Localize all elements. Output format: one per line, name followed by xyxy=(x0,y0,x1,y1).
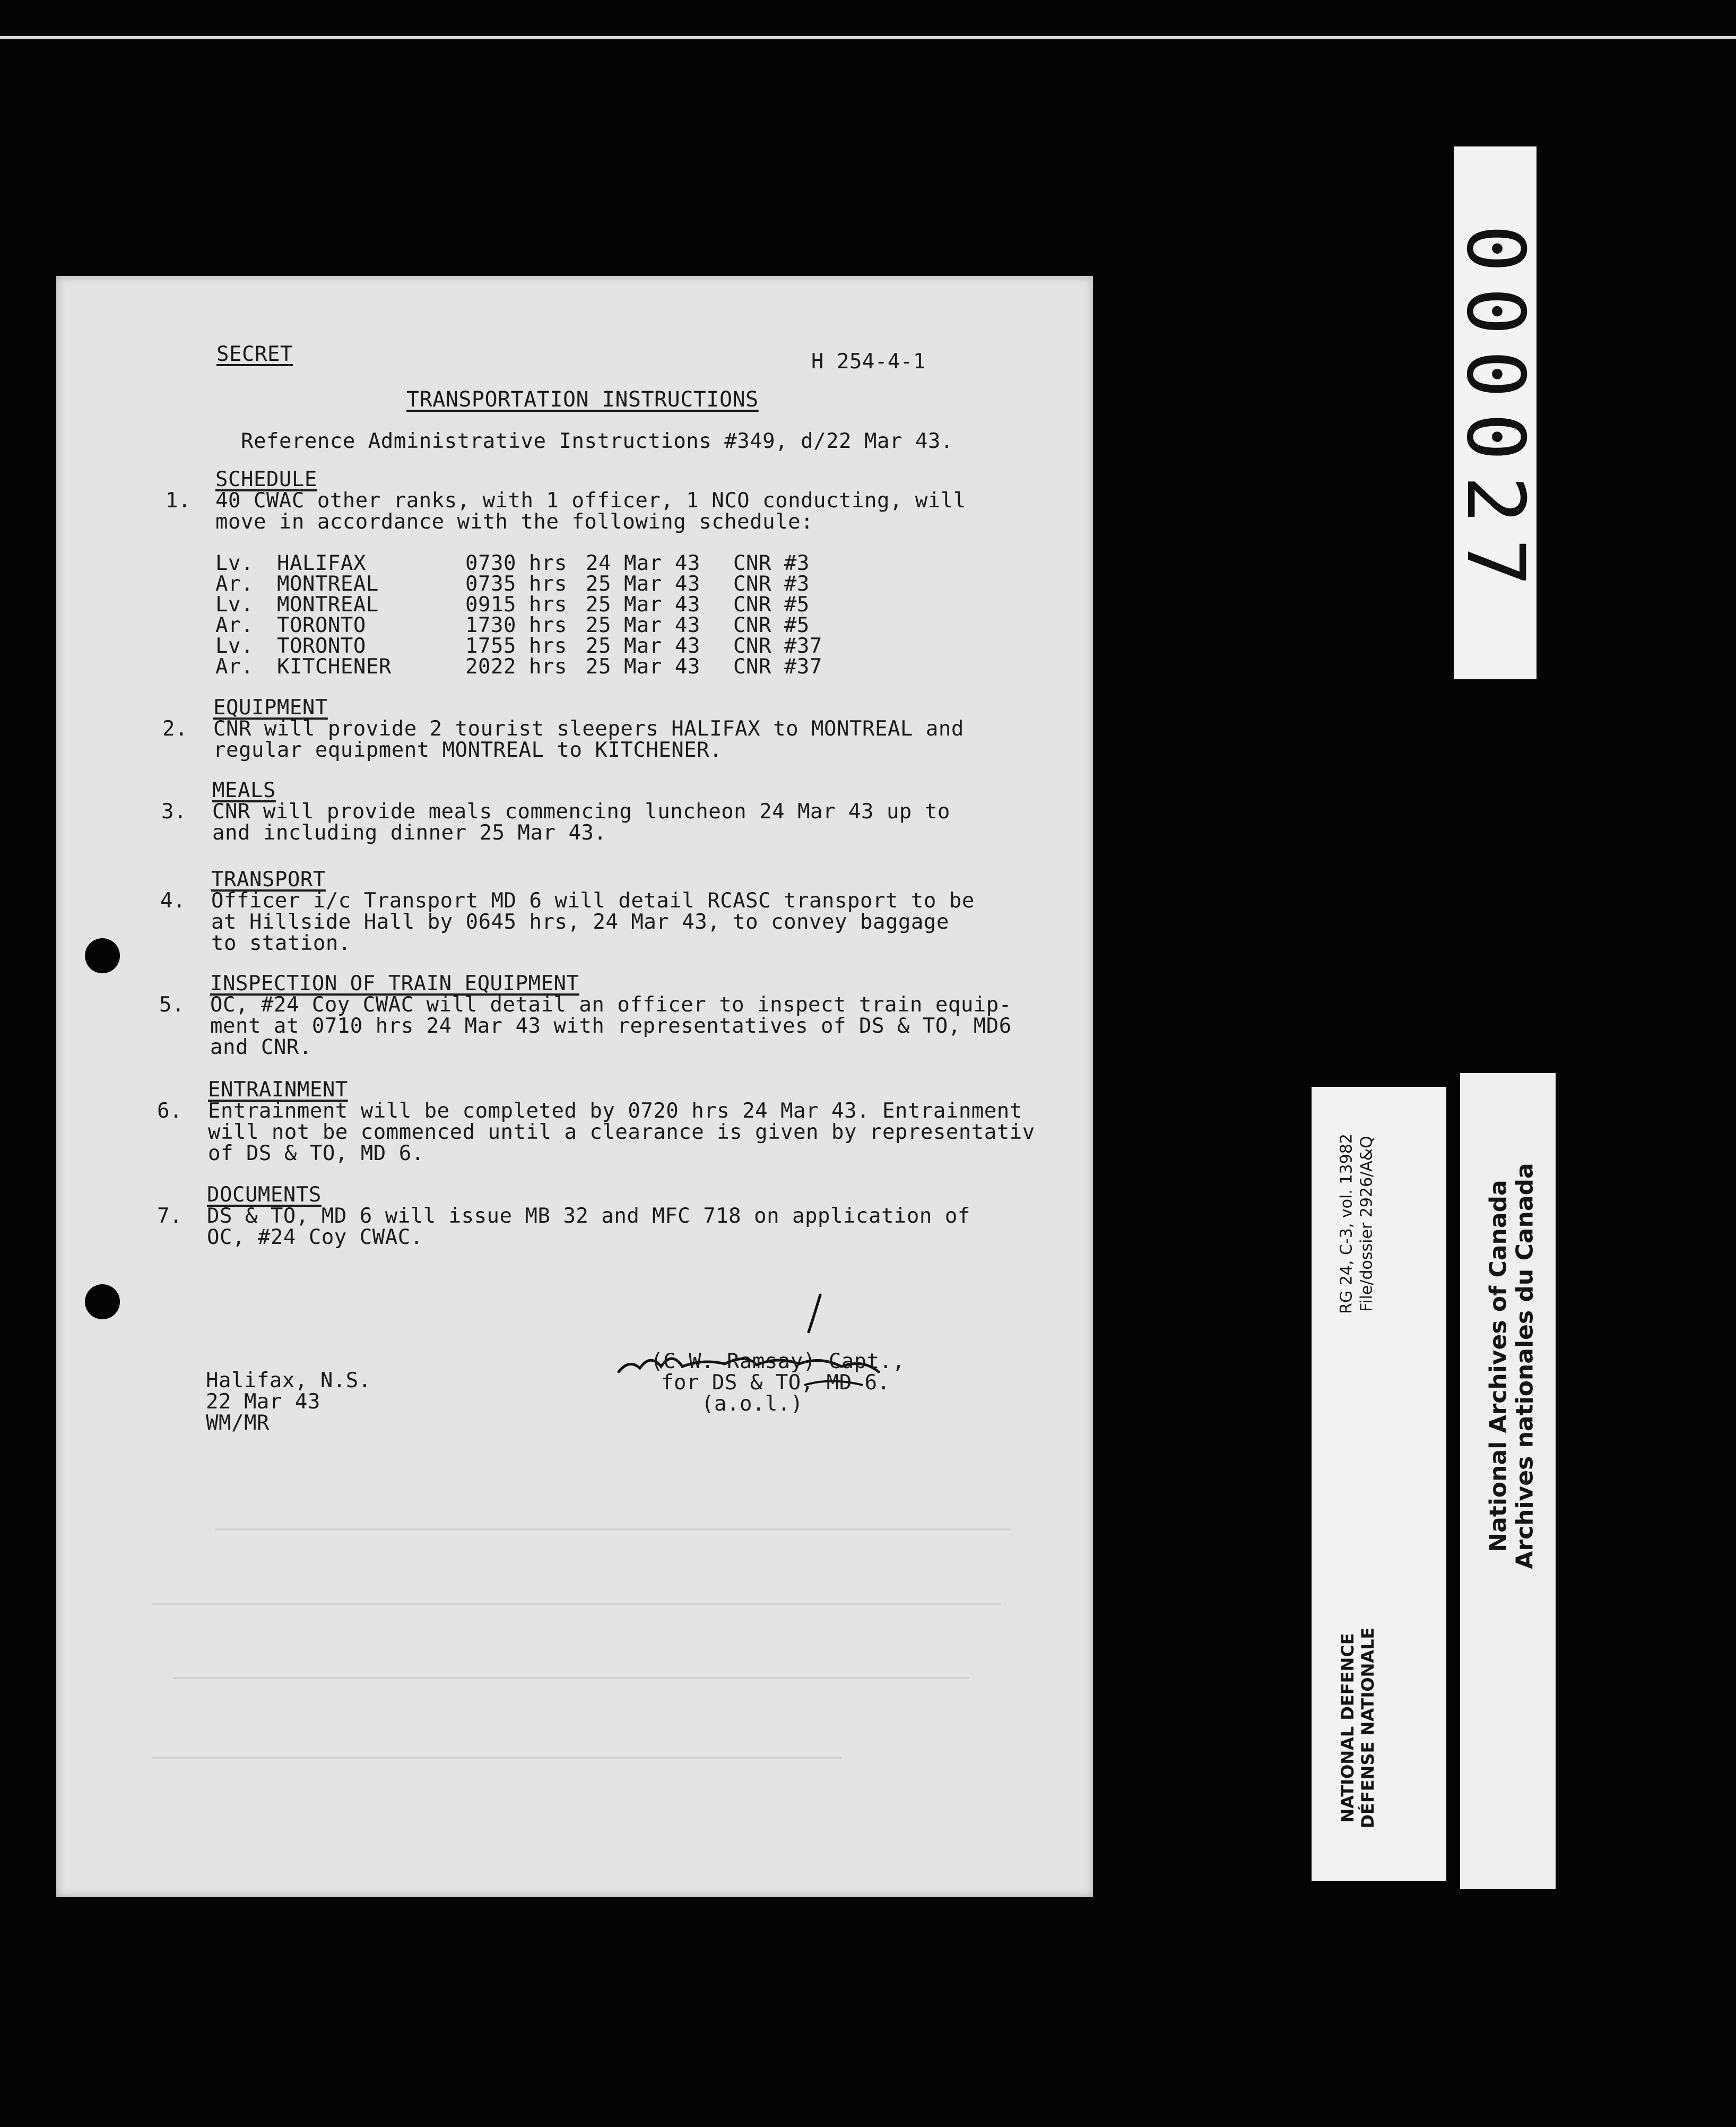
section-number: 2. xyxy=(162,717,188,741)
section-heading-documents: DOCUMENTS xyxy=(207,1183,322,1207)
punch-hole xyxy=(85,1284,120,1319)
document-title: TRANSPORTATION INSTRUCTIONS xyxy=(406,387,759,412)
place-of-issue: Halifax, N.S. xyxy=(206,1369,371,1393)
section-heading-inspection: INSPECTION OF TRAIN EQUIPMENT xyxy=(210,972,579,996)
document-page xyxy=(56,276,1093,1897)
row-train: CNR #3 xyxy=(733,551,810,575)
department-label xyxy=(1312,1087,1446,1881)
section-text-line: Entrainment will be completed by 0720 hrs 24 Mar 43. Entrainment xyxy=(208,1099,1022,1123)
row-place: KITCHENER xyxy=(277,655,392,679)
archives-name: National Archives of Canada xyxy=(1485,1180,1512,1552)
issue-date: 22 Mar 43 xyxy=(206,1390,320,1414)
row-train: CNR #5 xyxy=(733,613,810,637)
row-action: Lv. xyxy=(215,634,254,658)
archive-reference-line: File/dossier 2926/A&Q xyxy=(1357,1136,1376,1312)
section-text-line: regular equipment MONTREAL to KITCHENER. xyxy=(213,738,723,762)
section-text-line: ment at 0710 hrs 24 Mar 43 with representatives of DS & TO, MD6 xyxy=(210,1014,1012,1038)
row-action: Lv. xyxy=(215,551,254,575)
section-number: 6. xyxy=(157,1099,183,1123)
section-text-line: Officer i/c Transport MD 6 will detail RCASC transport to be xyxy=(211,889,975,913)
section-text-line: CNR will provide 2 tourist sleepers HALIFAX to MONTREAL and xyxy=(213,717,964,741)
row-date: 25 Mar 43 xyxy=(586,593,700,617)
section-number: 5. xyxy=(159,993,185,1017)
row-place: MONTREAL xyxy=(277,572,379,596)
section-number: 4. xyxy=(160,889,186,913)
department-name: DÉFENSE NATIONALE xyxy=(1358,1627,1378,1829)
row-action: Ar. xyxy=(215,613,254,637)
row-date: 25 Mar 43 xyxy=(586,655,700,679)
row-time: 0735 hrs xyxy=(465,572,567,596)
section-text-line: and CNR. xyxy=(210,1035,312,1059)
section-heading-entrainment: ENTRAINMENT xyxy=(208,1078,348,1102)
row-place: HALIFAX xyxy=(277,551,366,575)
section-number: 1. xyxy=(166,489,191,513)
section-number: 3. xyxy=(161,800,187,824)
row-train: CNR #5 xyxy=(733,593,810,617)
reference-line: Reference Administrative Instructions #349, d/22 Mar 43. xyxy=(241,429,953,453)
section-text-line: of DS & TO, MD 6. xyxy=(208,1142,424,1165)
film-top-border xyxy=(0,36,1736,39)
row-place: TORONTO xyxy=(277,634,366,658)
section-text-line: 40 CWAC other ranks, with 1 officer, 1 NCO conducting, will xyxy=(215,489,966,513)
section-text-line: OC, #24 Coy CWAC. xyxy=(207,1225,423,1249)
row-action: Lv. xyxy=(215,593,254,617)
typist-initials: WM/MR xyxy=(206,1411,270,1435)
row-time: 0915 hrs xyxy=(465,593,567,617)
row-train: CNR #37 xyxy=(733,655,822,679)
section-text-line: and including dinner 25 Mar 43. xyxy=(212,821,607,845)
row-date: 25 Mar 43 xyxy=(586,572,700,596)
section-text-line: will not be commenced until a clearance is given by representativ xyxy=(208,1120,1035,1144)
row-date: 25 Mar 43 xyxy=(586,634,700,658)
frame-number: 000027 xyxy=(1449,224,1541,601)
section-text-line: DS & TO, MD 6 will issue MB 32 and MFC 718 on application of xyxy=(207,1204,970,1228)
row-time: 1730 hrs xyxy=(465,613,567,637)
section-heading-meals: MEALS xyxy=(212,779,276,802)
file-reference: H 254-4-1 xyxy=(811,350,926,374)
signatory-office: for DS & TO, MD 6. xyxy=(661,1371,890,1395)
row-date: 25 Mar 43 xyxy=(586,613,700,637)
section-heading-equipment: EQUIPMENT xyxy=(213,696,328,720)
row-time: 0730 hrs xyxy=(465,551,567,575)
archives-name: Archives nationales du Canada xyxy=(1511,1163,1539,1569)
row-train: CNR #3 xyxy=(733,572,810,596)
archive-reference-line: RG 24, C-3, vol. 13982 xyxy=(1337,1134,1356,1314)
archives-label xyxy=(1460,1073,1556,1889)
row-action: Ar. xyxy=(215,572,254,596)
section-text-line: CNR will provide meals commencing luncheon 24 Mar 43 up to xyxy=(212,800,950,824)
section-number: 7. xyxy=(157,1204,183,1228)
section-heading-schedule: SCHEDULE xyxy=(215,468,317,491)
row-time: 2022 hrs xyxy=(465,655,567,679)
section-text-line: at Hillside Hall by 0645 hrs, 24 Mar 43, to convey baggage xyxy=(211,910,949,934)
department-name: NATIONAL DEFENCE xyxy=(1338,1633,1358,1823)
classification-marking: SECRET xyxy=(216,342,293,366)
signatory-aol: (a.o.l.) xyxy=(701,1392,803,1416)
punch-hole xyxy=(85,938,120,973)
signatory-name: (C.W. Ramsay) Capt., xyxy=(650,1350,905,1373)
section-text-line: OC, #24 Coy CWAC will detail an officer to inspect train equip- xyxy=(210,993,1012,1017)
row-time: 1755 hrs xyxy=(465,634,567,658)
row-action: Ar. xyxy=(215,655,254,679)
section-text-line: move in accordance with the following schedule: xyxy=(215,510,814,534)
frame-number-strip xyxy=(1449,146,1541,679)
row-place: TORONTO xyxy=(277,613,366,637)
section-heading-transport: TRANSPORT xyxy=(211,868,326,892)
section-text-line: to station. xyxy=(211,931,351,955)
row-place: MONTREAL xyxy=(277,593,379,617)
row-date: 24 Mar 43 xyxy=(586,551,700,575)
row-train: CNR #37 xyxy=(733,634,822,658)
